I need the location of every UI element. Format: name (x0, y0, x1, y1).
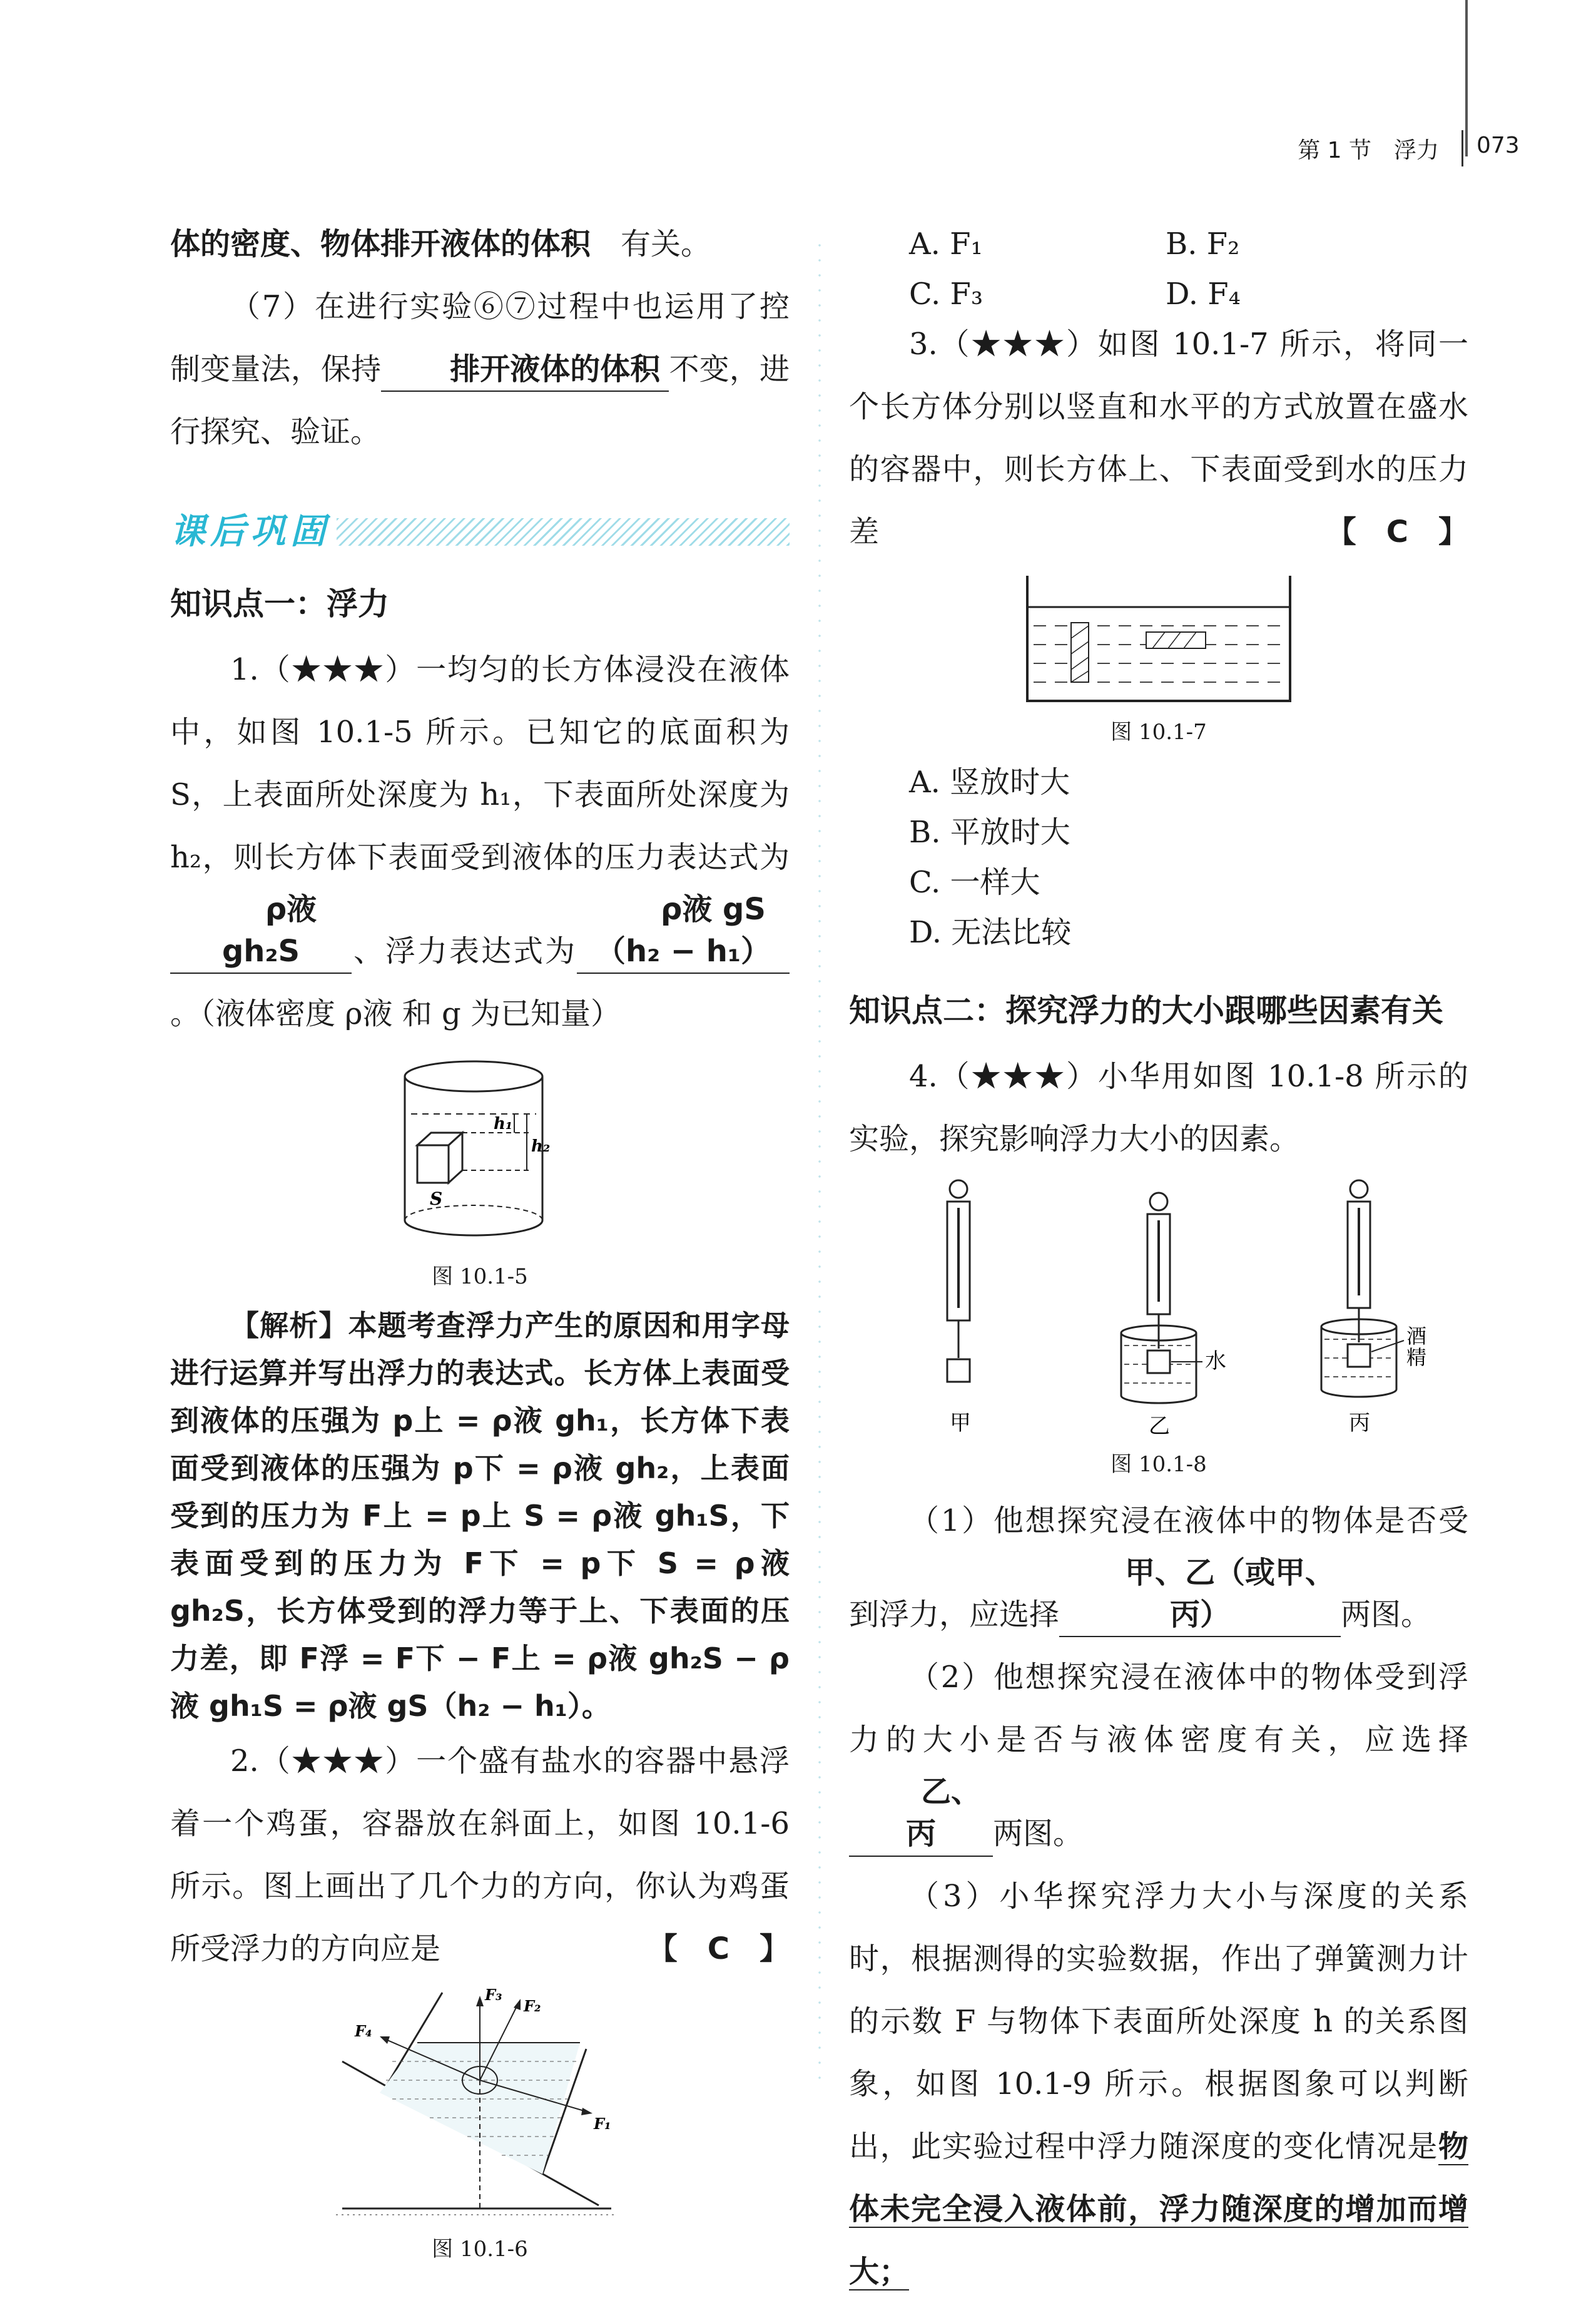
answer-blank: 物体未完全浸入液体前，浮力随深度的增加而增大； (849, 2129, 1468, 2290)
answer-bracket: 【 C 】 (647, 1931, 790, 1967)
figure-10-1-7 (1021, 569, 1296, 707)
section-banner (170, 507, 790, 557)
fig5-label-h1: h₁ (494, 1115, 513, 1134)
fig6-label-f1: F₁ (594, 2115, 611, 2133)
section-title: 第 1 节 浮力 (1298, 138, 1439, 163)
option-c: C. F₃ (909, 277, 984, 312)
continued-text (170, 213, 790, 275)
answer-bracket: 【 C 】 (1326, 514, 1468, 549)
spring-scale-c (1321, 1180, 1404, 1397)
page-number: 073 (1477, 133, 1520, 158)
fig8-label-alcohol-2: 精 (1406, 1346, 1427, 1369)
figure-caption: 图 10.1-8 (1111, 1452, 1207, 1477)
figure-10-1-6 (336, 1986, 624, 2224)
question-4-2 (849, 1646, 1468, 1865)
question-4-1 (849, 1489, 1468, 1646)
text: （3）小华探究浮力大小与深度的关系时，根据测得的实验数据，作出了弹簧测力计的示数 F 与物体下表面所处深度 h 的关系图象，如图 10.1-9 所示。根据图象可以判断出，此实验过程中浮力随深度的变化情况是 (849, 1879, 1468, 2165)
answer-blank: 排开液体的体积 (381, 349, 669, 392)
column-divider (818, 238, 821, 2084)
figure-caption: 图 10.1-6 (432, 2237, 528, 2262)
text: 不变，进行探究、验证。 (170, 352, 790, 449)
question-4-3 (849, 1865, 1468, 2303)
fig5-label-s: S (430, 1188, 443, 1210)
q2-options (849, 213, 1468, 313)
left-column (170, 213, 790, 2274)
analysis-paragraph: 【解析】本题考查浮力产生的原因和用字母进行运算并写出浮力的表达式。长方体上表面受到液体的压强为 p上 = ρ液 gh₁，长方体下表面受到液体的压强为 p下 = ρ液 gh₂，上表面受到的压力为 F上 = p上 S = ρ液 gh₁S，下表面受到的压力为 F下 = p下 S = ρ液 gh₂S，长方体受到的浮力等于上、下表面的压力差，即 F浮 = F下 − F上 = ρ液 gh₂S − ρ液 gh₁S = ρ液 gS（h₂ − h₁）。 (170, 1309, 790, 1723)
fig6-label-f4: F₄ (355, 2022, 372, 2041)
question-1 (170, 638, 790, 1045)
answer-blank: 乙、丙 (849, 1771, 993, 1856)
text: 1.（★★★）一均匀的长方体浸没在液体中，如图 10.1-5 所示。已知它的底面积为 S，上表面所处深度为 h₁，下表面所处深度为 h₂，则长方体下表面受到液体的压力表达式为 (170, 652, 790, 875)
figure-10-1-8 (877, 1177, 1440, 1439)
fig8-label-water: 水 (1205, 1349, 1226, 1374)
knowledge-point-1: 知识点一：浮力 (170, 586, 389, 622)
answer-blank: ρ液 gh₂S (170, 889, 352, 974)
spring-scale-b (1121, 1193, 1202, 1403)
knowledge-point-2: 知识点二：探究浮力的大小跟哪些因素有关 (849, 993, 1443, 1029)
text: 。（液体密度 ρ液 和 g 为已知量） (170, 996, 621, 1032)
text: 两图。 (993, 1816, 1084, 1852)
option-c: C. 一样大 (909, 865, 1040, 900)
text: （2）他想探究浸在液体中的物体受到浮力的大小是否与液体密度有关，应选择 (849, 1660, 1468, 1758)
q7-paragraph (170, 275, 790, 463)
fig8-label-alcohol-1: 酒 (1406, 1324, 1427, 1348)
fig8-label-c: 丙 (1349, 1411, 1370, 1436)
page-header (1226, 130, 1552, 168)
text: 有关。 (621, 227, 711, 262)
text: 3.（★★★）如图 10.1-7 所示，将同一个长方体分别以竖直和水平的方式放置在盛水的容器中，则长方体上、下表面受到水的压力差 (849, 327, 1468, 549)
fig8-label-a: 甲 (950, 1411, 971, 1436)
text: 两图。 (1341, 1597, 1431, 1633)
q3-options (849, 757, 1468, 957)
option-b: B. 平放时大 (909, 815, 1070, 850)
fig6-label-f3: F₃ (485, 1986, 502, 2004)
question-4: 4.（★★★）小华用如图 10.1-8 所示的实验，探究影响浮力大小的因素。 (849, 1059, 1468, 1157)
option-b: B. F₂ (1166, 227, 1240, 262)
question-3 (849, 313, 1468, 563)
figure-caption: 图 10.1-7 (1111, 720, 1207, 745)
spring-scale-a (947, 1180, 970, 1382)
option-d: D. F₄ (1166, 277, 1241, 312)
text: 2.（★★★）一个盛有盐水的容器中悬浮着一个鸡蛋，容器放在斜面上，如图 10.1-6 所示。图上画出了几个力的方向，你认为鸡蛋所受浮力的方向应是 (170, 1744, 790, 1967)
answer-blank: 体的密度、物体排开液体的体积 (170, 227, 591, 262)
text: 、浮力表达式为 (352, 934, 577, 969)
figure-10-1-5 (386, 1051, 574, 1252)
section-banner-title: 课后巩固 (170, 511, 330, 552)
section-banner-hatch (337, 518, 790, 546)
text: （7）在进行实验⑥⑦过程中也运用了控制变量法，保持 (170, 289, 790, 387)
option-a: A. F₁ (909, 227, 983, 262)
option-d: D. 无法比较 (909, 915, 1072, 950)
fig8-label-b: 乙 (1149, 1414, 1170, 1439)
text: （1）他想探究浸在液体中的物体是否受到浮力，应选择 (849, 1503, 1468, 1633)
answer-blank: 甲、乙（或甲、丙） (1059, 1552, 1341, 1637)
question-2 (170, 1730, 790, 1980)
fig5-label-h2: h₂ (531, 1137, 551, 1157)
answer-blank: ρ液 gS（h₂ − h₁） (577, 889, 790, 974)
header-divider (1461, 130, 1463, 166)
figure-caption: 图 10.1-5 (432, 1264, 528, 1290)
option-a: A. 竖放时大 (909, 765, 1070, 800)
right-column (849, 213, 1468, 2303)
fig6-label-f2: F₂ (524, 1997, 541, 2016)
